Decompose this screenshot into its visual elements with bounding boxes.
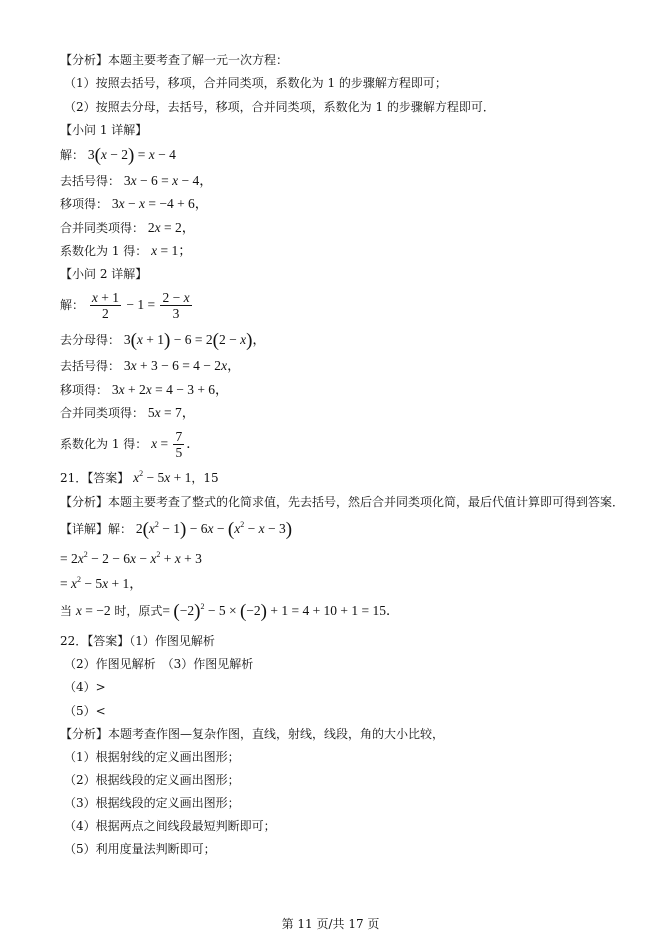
step-transpose: 移项得： 3x + 2x = 4 − 3 + 6， [60, 382, 229, 397]
answer-22-parts: （2）作图见解析 （3）作图见解析 [64, 657, 254, 671]
step-transpose: 移项得： 3x − x = −4 + 6， [60, 196, 209, 211]
equation: 5x = 7， [147, 405, 196, 420]
equation: 2x = 2， [147, 220, 196, 235]
evaluate-line: 当 x = −2 时，原式= $(-2)^2 - 5 \times (-2) + 1 = 4 + 10 + 1 = 15$． [60, 601, 400, 622]
solution-line: 解： $\frac{x + 1}{2}$ − 1 = $\frac{2 - x}{3}$ [60, 290, 190, 321]
page-footer: 第 11 页/共 17 页 [281, 917, 380, 931]
answer-21: 21．【答案】 $x^2 - 5x + 1$，15 [60, 469, 219, 485]
analysis-22-step-4: （4）根据两点之间线段最短判断即可； [64, 819, 276, 833]
answer-22: 22．【答案】（1）作图见解析 [60, 634, 215, 648]
equation: x = 1； [151, 243, 192, 258]
analysis-22-step-5: （5）利用度量法判断即可； [64, 842, 216, 856]
step-clear-denominator: 去分母得： 3(x + 1) − 6 = 2(2 − x)， [60, 330, 266, 351]
equation: 3x + 2x = 4 − 3 + 6， [111, 382, 229, 397]
fraction: $\frac{x + 1}{2}$ [91, 290, 119, 321]
simplify-step [60, 551, 202, 567]
equation: = $x^2 - 5x + 1$， [60, 575, 143, 591]
answer-22-part-5: （5）< [64, 704, 106, 718]
sub-question-2-heading: 【小问 2 详解】 [60, 267, 148, 281]
analysis-22-step-2: （2）根据线段的定义画出图形； [64, 773, 240, 787]
analysis-step-2: （2）按照去分母，去括号，移项，合并同类项，系数化为 1 的步骤解方程即可． [64, 100, 495, 114]
step-combine: 合并同类项得： 2x = 2， [60, 220, 196, 235]
step-remove-brackets: 去括号得： 3x + 3 − 6 = 4 − 2x， [60, 358, 241, 373]
equation: $2(x^2 - 1) - 6x - (x^2 - x - 3)$ [135, 519, 293, 540]
equation: 3x − x = −4 + 6， [111, 196, 209, 211]
equation: 3x − 6 = x − 4， [123, 173, 213, 188]
analysis-22-step-1: （1）根据射线的定义画出图形； [64, 750, 240, 764]
answer-22-part-4: （4）> [64, 680, 106, 694]
step-coefficient: 系数化为 1 得： x = 1； [60, 243, 192, 258]
analysis-21: 【分析】本题主要考查了整式的化简求值，先去括号，然后合并同类项化简，最后代值计算即可得到答案． [60, 495, 625, 509]
equation: 3(x − 2) = x − 4 [87, 145, 176, 166]
fraction: $\frac{7}{5}$ [175, 429, 183, 460]
simplify-result [60, 576, 143, 592]
analysis-line: 【分析】本题主要考查了解一元一次方程： [60, 53, 289, 67]
analysis-step-1: （1）按照去括号，移项，合并同类项，系数化为 1 的步骤解方程即可； [64, 76, 447, 90]
solution-line: 解： 3(x − 2) = x − 4 [60, 145, 176, 166]
sub-question-1-heading: 【小问 1 详解】 [60, 123, 148, 137]
step-combine: 合并同类项得： 5x = 7， [60, 405, 196, 420]
step-remove-brackets: 去括号得： 3x − 6 = x − 4， [60, 173, 213, 188]
equation: 3x + 3 − 6 = 4 − 2x， [123, 358, 241, 373]
equation: 3(x + 1) − 6 = 2(2 − x)， [123, 330, 266, 351]
equation: $x^2 - 5x + 1$ [133, 469, 192, 485]
fraction: $\frac{2 - x}{3}$ [162, 290, 190, 321]
equation: = $(-2)^2 - 5 \times (-2) + 1 = 4 + 10 + 1 = 15$． [162, 601, 400, 622]
step-coefficient: 系数化为 1 得： x = $\frac{7}{5}$ ． [60, 429, 200, 460]
detail-21: 【详解】解： $2(x^2 - 1) - 6x - (x^2 - x - 3)$ [60, 519, 293, 540]
analysis-22: 【分析】本题考查作图—复杂作图，直线，射线，线段，角的大小比较， [60, 727, 445, 741]
equation: = $2x^2 - 2 - 6x - x^2 + x + 3$ [60, 550, 202, 566]
analysis-22-step-3: （3）根据线段的定义画出图形； [64, 796, 240, 810]
